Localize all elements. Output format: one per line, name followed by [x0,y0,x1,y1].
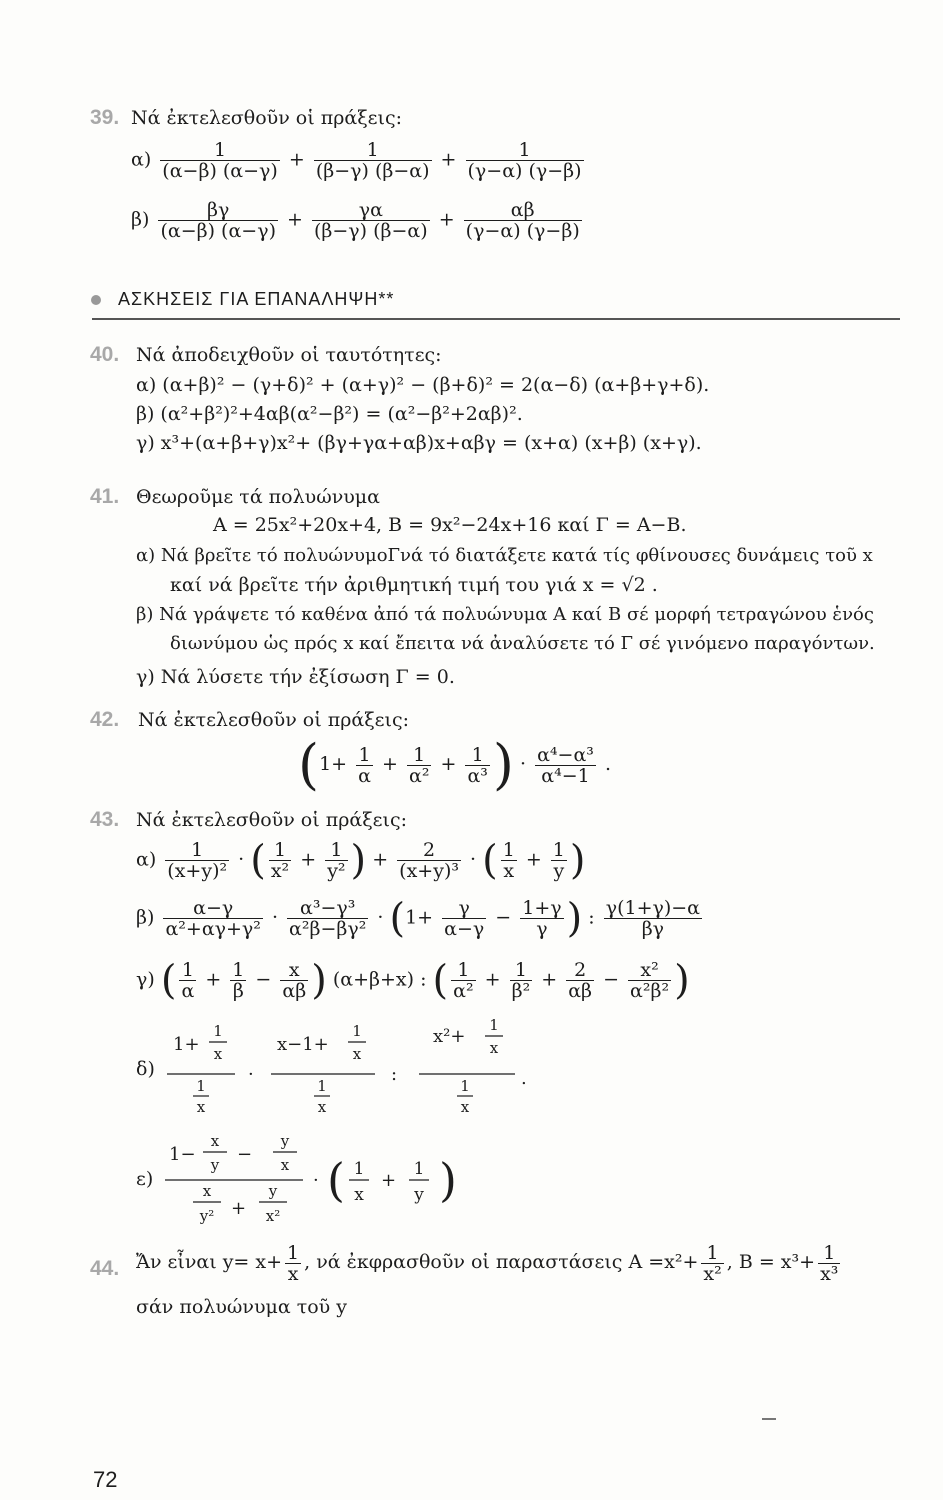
exercise-40-part-a: α) (α+β)² − (γ+δ)² + (α+γ)² − (β+δ)² = 2(α−δ) (α+β+γ+δ). [136,374,710,396]
svg-text:x: x [202,1182,212,1200]
svg-text:·: · [248,1064,254,1085]
exercise-41-part-b-line2: διωνύμου ὡς πρός x καί ἔπειτα νά ἀναλύσετε τό Γ σέ γινόμενο παραγόντων. [170,633,875,654]
svg-text:x: x [213,1045,223,1063]
section-bullet [91,295,101,305]
exercise-41-intro: Θεωροῦμε τά πολυώνυμα [136,486,380,508]
svg-text:1: 1 [353,1159,365,1179]
svg-text:1: 1 [413,1159,425,1179]
svg-text:y: y [280,1132,290,1150]
svg-text:1: 1 [352,1022,362,1040]
exercise-39-part-a: α) $\frac{1}{(\alpha-\beta) (\alpha-\gamma)}$ + $\frac{1}{(\beta-\gamma) (\beta-\alpha)}$ + $\frac{1}{(\gamma-\alpha) (\gamma-\beta)}$ [131,139,582,182]
svg-text:y: y [210,1156,220,1174]
exercise-43-part-a: α) $\frac{1}{\text{(x+y)²}}$ · ( $\frac{1}{\text{x²}}$ + $\frac{1}{\text{y²}}$ ) + $\frac{2}{\text{(x+y)³}}$ · ( $\frac{1}{x}$ + $\frac{1}{y}$ ) [136,837,586,884]
exercise-41-part-a-line1: α) Νά βρεῖτε τό πολυώνυμοΓνά τό διατάξετε κατά τίς φθίνουσες δυνάμεις τοῦ x [136,545,873,566]
svg-text:x²: x² [265,1207,281,1225]
exercise-42-intro: Νά ἐκτελεσθοῦν οἱ πράξεις: [138,709,410,731]
exercise-43-part-e-label: ε) [136,1168,154,1190]
exercise-40-part-b: β) (α²+β²)²+4αβ(α²−β²) = (α²−β²+2αβ)². [136,403,523,425]
fraction: $\frac{\text{α⁴−α³}}{\text{α⁴−1}}$ [537,743,594,787]
exercise-41-polynomials: Α = 25x²+20x+4, Β = 9x²−24x+16 καί Γ = Α−Β. [213,514,687,536]
fraction: $\frac{\alpha\beta}{(\gamma-\alpha) (\gamma-\beta)}$ [465,199,580,242]
exercise-number: 42. [90,708,120,731]
svg-text:1−: 1− [169,1144,196,1165]
exercise-44-line1: Ἄν εἶναι y= x+ $\frac{1}{x}$ , νά ἐκφρασθοῦν οἱ παραστάσεις Α =x²+ $\frac{1}{\text{x²}}$ , Β = x³+ $\frac{1}{\text{x³}}$ [136,1241,839,1285]
svg-text::: : [391,1064,398,1085]
svg-text:x: x [354,1185,364,1205]
svg-text:+: + [231,1198,247,1219]
exercise-43-intro: Νά ἐκτελεσθοῦν οἱ πράξεις: [136,809,408,831]
exercise-43-part-b: β) $\frac{\alpha-\gamma}{\text{α²+αγ+γ²}}$ · $\frac{\text{α³−γ³}}{\text{α²β−βγ²}}$ · (1+ $\frac{\gamma}{\alpha-\gamma}$ − $\frac{1+\gamma}{\gamma}$ ) : $\frac{\gamma(1+\gamma)-\alpha}{\beta\gamma}$ [136,895,701,942]
svg-text:1: 1 [489,1016,499,1034]
fraction: $\frac{1}{(\beta-\gamma) (\beta-\alpha)}$ [315,139,430,182]
fraction: $\frac{1}{(\gamma-\alpha) (\gamma-\beta)}$ [467,139,582,182]
fraction: $\frac{1}{(\alpha-\beta) (\alpha-\gamma)}$ [162,139,278,182]
exercise-43-part-d-label: δ) [136,1058,155,1080]
exercise-40-intro: Νά ἀποδειχθοῦν οἱ ταυτότητες: [136,344,442,366]
svg-text:x: x [196,1098,206,1116]
exercise-number: 39. [90,106,120,129]
fraction: $\frac{1}{\alpha}$ [358,743,371,787]
svg-text:(: ( [327,1153,345,1207]
svg-text:x: x [489,1039,499,1057]
svg-text:x: x [352,1045,362,1063]
exercise-43-part-e-expression [163,1124,483,1234]
svg-text:x−1+: x−1+ [277,1034,329,1055]
svg-text:): ) [439,1153,457,1207]
exercise-40-part-c: γ) x³+(α+β+γ)x²+ (βγ+γα+αβ)x+αβγ = (x+α) (x+β) (x+γ). [136,432,702,454]
exercise-43-part-d-expression [165,1012,545,1117]
exercise-43-part-c: γ) ( $\frac{1}{\alpha}$ + $\frac{1}{\beta}$ − $\frac{x}{\alpha\beta}$ ) (α+β+x) : ( $\frac{1}{\text{α²}}$ + $\frac{1}{\text{β²}}$ + $\frac{2}{\alpha\beta}$ − $\frac{\text{x²}}{\text{α²β²}}$ ) [136,957,690,1004]
exercise-44-line2: σάν πολυώνυμα τοῦ y [136,1296,347,1318]
svg-text:·: · [313,1170,319,1191]
exercise-number: 41. [90,485,120,508]
svg-text:−: − [237,1144,253,1165]
svg-text:+: + [381,1170,397,1191]
fraction: $\frac{1}{\text{α³}}$ [467,743,488,787]
exercise-39-intro: Νά ἐκτελεσθοῦν οἱ πράξεις: [131,107,403,129]
fraction: $\frac{1}{\text{α²}}$ [408,743,430,787]
fraction: $\frac{\gamma\alpha}{(\beta-\gamma) (\beta-\alpha)}$ [313,199,428,242]
fraction: $\frac{\beta\gamma}{(\alpha-\beta) (\alpha-\gamma)}$ [160,199,276,242]
exercise-41-part-c: γ) Νά λύσετε τήν ἐξίσωση Γ = 0. [136,666,455,688]
svg-text:1+: 1+ [173,1034,200,1055]
page-number: 72 [93,1467,118,1492]
exercise-41-part-a-line2: καί νά βρεῖτε τήν ἀριθμητική τιμή του γιά x = √2 . [170,574,658,596]
svg-text:x: x [460,1098,470,1116]
exercise-42-expression: (1+ $\frac{1}{\alpha}$ + $\frac{1}{\text{α²}}$ + $\frac{1}{\text{α³}}$ ) · $\frac{\text{α⁴−α³}}{\text{α⁴−1}}$ . [298,733,612,796]
exercise-41-part-b-line1: β) Νά γράψετε τό καθένα ἀπό τά πολυώνυμα Α καί Β σέ μορφή τετραγώνου ἑνός [136,604,874,625]
exercise-number: 44. [90,1257,120,1280]
svg-text:y²: y² [199,1207,215,1225]
svg-text:x²+: x²+ [433,1026,466,1047]
svg-text:y: y [414,1185,424,1205]
section-rule [92,318,900,320]
svg-text:1: 1 [460,1077,470,1095]
svg-text:x: x [210,1132,220,1150]
svg-text:.: . [521,1068,527,1089]
exercise-number: 40. [90,343,120,366]
svg-text:x: x [317,1098,327,1116]
exercise-number: 43. [90,808,120,831]
svg-text:1: 1 [317,1077,327,1095]
svg-text:x: x [280,1156,290,1174]
page-mark [762,1418,776,1420]
part-label: β) [131,208,150,231]
svg-text:1: 1 [196,1077,206,1095]
part-label: α) [131,148,152,171]
exercise-39-part-b: β) $\frac{\beta\gamma}{(\alpha-\beta) (\alpha-\gamma)}$ + $\frac{\gamma\alpha}{(\beta-\gamma) (\beta-\alpha)}$ + $\frac{\alpha\beta}{(\gamma-\alpha) (\gamma-\beta)}$ [131,199,580,242]
svg-text:1: 1 [213,1022,223,1040]
svg-text:y: y [268,1182,278,1200]
section-header: ΑΣΚΗΣΕΙΣ ΓΙΑ ΕΠΑΝΑΛΗΨΗ** [118,289,395,309]
